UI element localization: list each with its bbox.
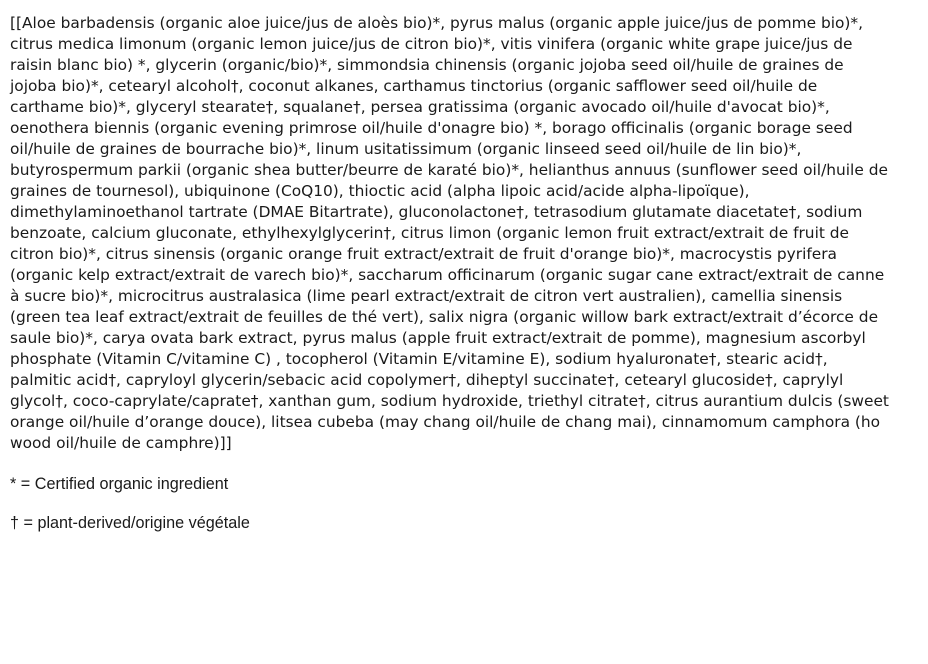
ingredients-document xyxy=(10,13,890,534)
plant-derived-legend-note: † = plant-derived/origine végétale xyxy=(10,514,250,532)
ingredients-list: [[Aloe barbadensis (organic aloe juice/jus de aloès bio)*, pyrus malus (organic apple juice/jus de pomme bio)*, citrus medica limonum (organic lemon juice/jus de citron bio)*, vitis vinifera (organic white grape juice/jus de raisin blanc bio) *, glycerin (organic/bio)*, simmondsia chinensis (organic jojoba seed oil/huile de graines de jojoba bio)*, cetearyl alcohol†, coconut alkanes, carthamus tinctorius (organic safflower seed oil/huile de carthame bio)*, glyceryl stearate†, squalane†, persea gratissima (organic avocado oil/huile d'avocat bio)*, oenothera biennis (organic evening primrose oil/huile d'onagre bio) *, borago officinalis (organic borage seed oil/huile de graines de bourrache bio)*, linum usitatissimum (organic linseed seed oil/huile de lin bio)*, butyrospermum parkii (organic shea butter/beurre de karaté bio)*, helianthus annuus (sunflower seed oil/huile de graines de tournesol), ubiquinone (CoQ10), thioctic acid (alpha lipoic acid/acide alpha-lipoïque), dimethylaminoethanol tartrate (DMAE Bitartrate), gluconolactone†, tetrasodium glutamate diacetate†, sodium benzoate, calcium gluconate, ethylhexylglycerin†, citrus limon (organic lemon fruit extract/extrait de fruit de citron bio)*, citrus sinensis (organic orange fruit extract/extrait de fruit d'orange bio)*, macrocystis pyrifera (organic kelp extract/extrait de varech bio)*, saccharum officinarum (organic sugar cane extract/extrait de canne à sucre bio)*, microcitrus australasica (lime pearl extract/extrait de citron vert australien), camellia sinensis (green tea leaf extract/extrait de feuilles de thé vert), salix nigra (organic willow bark extract/extrait d’écorce de saule bio)*, carya ovata bark extract, pyrus malus (apple fruit extract/extrait de pomme), magnesium ascorbyl phosphate (Vitamin C/vitamine C) , tocopherol (Vitamin E/vitamine E), sodium hyaluronate†, stearic acid†, palmitic acid†, capryloyl glycerin/sebacic acid copolymer†, diheptyl succinate†, cetearyl glucoside†, caprylyl glycol†, coco-caprylate/caprate†, xanthan gum, sodium hydroxide, triethyl citrate†, citrus aurantium dulcis (sweet orange oil/huile d’orange douce), litsea cubeba (may chang oil/huile de chang mai), cinnamomum camphora (ho wood oil/huile de camphre)]] xyxy=(10,14,889,452)
organic-legend-note: * = Certified organic ingredient xyxy=(10,475,229,493)
